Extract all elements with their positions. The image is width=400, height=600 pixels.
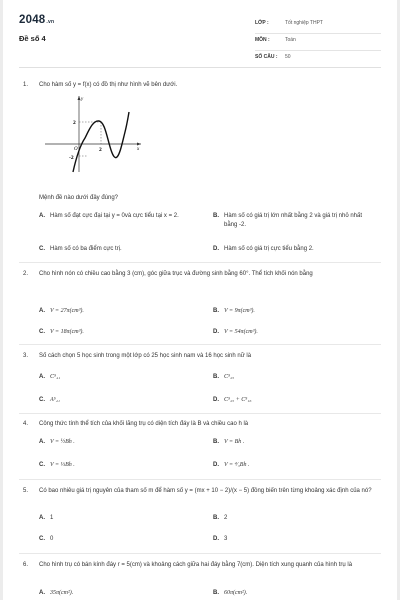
meta-row-question-count [255, 51, 381, 68]
header-divider [19, 67, 381, 68]
meta-key-subject: MÔN : [255, 37, 270, 43]
x-axis-label: x [137, 147, 140, 152]
question-number: 4. [23, 421, 29, 427]
option-text: C⁵₂₅ + C⁵₁₆ [224, 397, 252, 403]
meta-value-subject: Toán [285, 37, 296, 43]
option-text: V = 54π(cm³). [224, 329, 258, 335]
option-text: 60π(cm²). [224, 590, 248, 596]
option-key: B. [213, 515, 219, 521]
y-tick-minus-2: -2 [69, 155, 74, 161]
question-divider [19, 553, 381, 554]
option-text: 0 [50, 536, 54, 542]
option-key: A. [39, 213, 45, 219]
option-text: V = Bh . [224, 439, 245, 445]
meta-key-class: LỚP : [255, 20, 269, 26]
option-text: Hàm số có ba điểm cực trị. [50, 246, 122, 252]
question-number: 2. [23, 271, 29, 277]
option-key: C. [39, 397, 45, 403]
question-divider [19, 479, 381, 480]
option-key: D. [213, 536, 219, 542]
option-key: C. [39, 246, 45, 252]
brand-logo[interactable]: 2048.vn [19, 14, 55, 26]
option-text: 1 [50, 515, 54, 521]
option-text: Hàm số có giá trị cực tiểu bằng 2. [224, 246, 314, 252]
option-text: V = 9π(cm³). [224, 308, 255, 314]
meta-row-subject [255, 34, 381, 51]
y-axis-label: y [81, 97, 84, 102]
option-text: 2 [224, 515, 228, 521]
option-key: B. [213, 374, 219, 380]
y-tick-2: 2 [73, 120, 76, 126]
option-key: A. [39, 374, 45, 380]
option-key: C. [39, 462, 45, 468]
option-text: V = 18π(cm³). [50, 329, 84, 335]
option-key: B. [213, 439, 219, 445]
question-number: 5. [23, 488, 29, 494]
question-text: Cho hàm số y = f(x) có đồ thị như hình vẽ bên dưới. [39, 82, 178, 88]
function-curve [73, 112, 129, 172]
question-text: Công thức tính thể tích của khối lăng trụ có diện tích đáy là B và chiều cao h là [39, 421, 249, 427]
option-text: Hàm số đạt cực đại tại y = 0và cực tiểu tại x = 2. [50, 213, 179, 219]
function-graph [43, 92, 143, 174]
option-text: V = 27π(cm³). [50, 308, 84, 314]
option-key: C. [39, 329, 45, 335]
meta-value-class: Tốt nghiệp THPT [285, 20, 323, 26]
question-number: 3. [23, 353, 29, 359]
option-key: C. [39, 536, 45, 542]
option-key: A. [39, 308, 45, 314]
option-key: A. [39, 515, 45, 521]
question-number: 6. [23, 562, 29, 568]
question-divider [19, 344, 381, 345]
option-text: C⁵₄₁ [50, 374, 61, 380]
meta-key-question-count: SỐ CÂU : [255, 54, 278, 60]
option-text: V = ⅓Bh . [50, 462, 75, 468]
option-key: B. [213, 308, 219, 314]
option-text: A⁵₄₁ [50, 397, 60, 403]
question-text: Số cách chọn 5 học sinh trong một lớp có 25 học sinh nam và 16 học sinh nữ là [39, 353, 252, 359]
question-prompt: Mệnh đề nào dưới đây đúng? [39, 195, 119, 201]
question-text: Cho hình trụ có bán kính đáy r = 5(cm) và khoảng cách giữa hai đáy bằng 7(cm). Diện tích xung quanh của hình trụ là [39, 562, 353, 568]
question-text: Có bao nhiêu giá trị nguyên của tham số m để hàm số y = (mx + 10 − 2)/(x − 5) đồng biến trên từng khoảng xác định của nó? [39, 488, 372, 494]
question-text: Cho hình nón có chiều cao bằng 3 (cm), góc giữa trục và đường sinh bằng 60°. Thể tích khối nón bằng [39, 271, 313, 277]
exam-page [3, 0, 397, 600]
exam-title: Đề số 4 [19, 34, 46, 43]
option-key: B. [213, 213, 219, 219]
x-axis-arrow [137, 143, 141, 146]
option-key: D. [213, 397, 219, 403]
meta-row-class [255, 17, 381, 34]
x-tick-2: 2 [99, 147, 102, 153]
option-text: Hàm số có giá trị lớn nhất bằng 2 và giá trị nhỏ nhất bằng -2. [224, 213, 363, 228]
option-text: V = ⁴⁄₃Bh . [224, 462, 250, 468]
question-divider [19, 413, 381, 414]
option-key: A. [39, 590, 45, 596]
option-key: B. [213, 590, 219, 596]
option-text: 3 [224, 536, 228, 542]
meta-value-question-count: 50 [285, 54, 291, 60]
option-text: V = ½Bh . [50, 439, 75, 445]
option-text: 35π(cm²). [50, 590, 74, 596]
option-key: D. [213, 462, 219, 468]
origin-label: O [74, 147, 78, 152]
option-key: A. [39, 439, 45, 445]
exam-meta-table [255, 17, 381, 68]
question-divider [19, 262, 381, 263]
option-text: C⁵₂₅ [224, 374, 235, 380]
question-number: 1. [23, 82, 29, 88]
option-key: D. [213, 246, 219, 252]
option-key: D. [213, 329, 219, 335]
